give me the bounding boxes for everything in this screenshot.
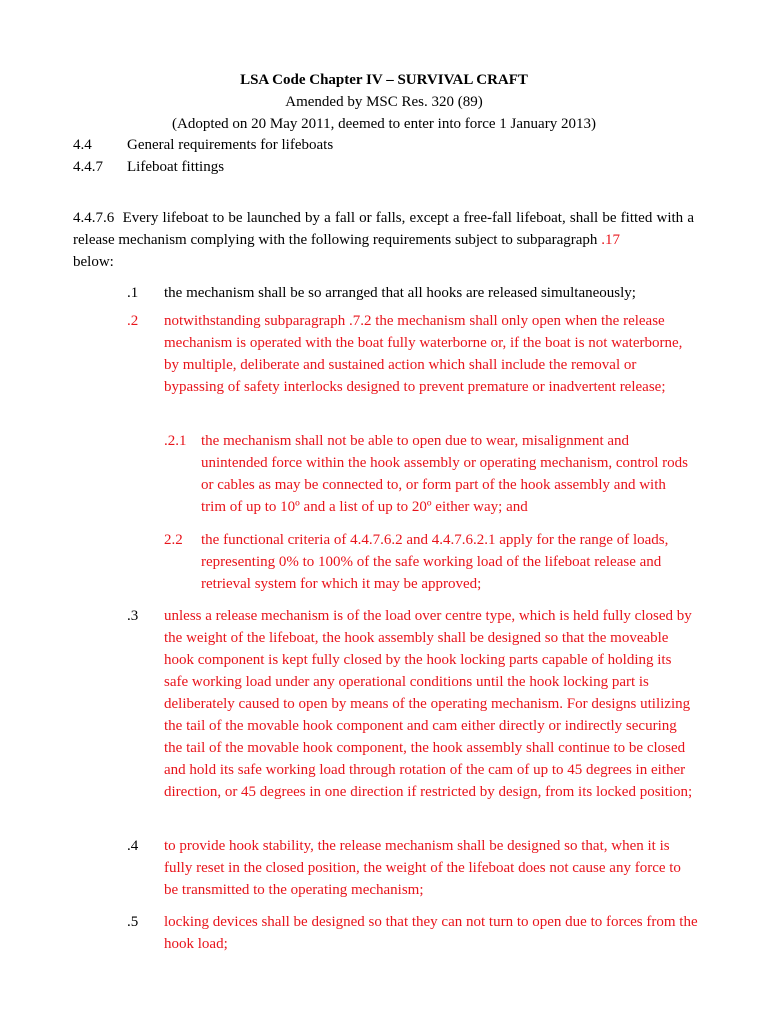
document-title: LSA Code Chapter IV – SURVIVAL CRAFT [240, 72, 528, 88]
item-text: to provide hook stability, the release mechanism shall be designed so that, when it is fully reset in the closed position, the weight of the lifeboat does not cause any force to be transmitted to the operating mechanism; [164, 838, 681, 898]
adoption-line: (Adopted on 20 May 2011, deemed to enter into force 1 January 2013) [172, 116, 596, 132]
item-number: .1 [127, 285, 139, 301]
item-text: unless a release mechanism is of the load over centre type, which is held fully closed by the weight of the lifeboat, the hook assembly shall be designed so that the moveable hook component is kept fully closed by the hook locking parts capable of holding its safe working load under any operational conditions until the hook locking part is deliberately caused to open by means of the operating mechanism. For designs utilizing the tail of the movable hook component and cam either directly or indirectly securing the tail of the movable hook component, the hook assembly shall continue to be closed and hold its safe working load through rotation of the cam of up to 45 degrees in either direction, or 45 degrees in one direction if restricted by design, from its locked position; [164, 608, 693, 800]
section-title: General requirements for lifeboats [127, 137, 334, 153]
section-number: 4.4 [73, 137, 92, 153]
section-title: Lifeboat fittings [127, 159, 225, 175]
item-number: .4 [127, 838, 139, 854]
paragraph-tail: below: [73, 254, 114, 270]
item-number: .2.1 [164, 433, 187, 449]
section-number: 4.4.7 [73, 159, 103, 175]
item-text: notwithstanding subparagraph .7.2 the mechanism shall only open when the release mechanism is operated with the boat fully waterborne or, if the boat is not waterborne, by multiple, deliberate and sustained action which shall include the removal or bypassing of safety interlocks designed to prevent premature or inadvertent release; [164, 313, 683, 395]
item-text: the mechanism shall be so arranged that all hooks are released simultaneously; [164, 285, 636, 301]
subparagraph-reference: .17 [601, 232, 620, 248]
item-text: locking devices shall be designed so that they can not turn to open due to forces from the hook load; [164, 914, 698, 952]
main-paragraph [73, 207, 694, 273]
paragraph-text: 4.4.7.6 Every lifeboat to be launched by a fall or falls, except a free-fall lifeboat, shall be fitted with a release mechanism complying with the following requirements subject to subparagraph [73, 210, 694, 248]
item-number: 2.2 [164, 532, 183, 548]
item-number: .5 [127, 914, 139, 930]
item-number: .2 [127, 313, 139, 329]
item-text: the mechanism shall not be able to open due to wear, misalignment and unintended force within the hook assembly or operating mechanism, control rods or cables as may be connected to, or form part of the hook assembly and with trim of up to 10º and a list of up to 20º either way; and [201, 433, 688, 515]
item-number: .3 [127, 608, 139, 624]
amendment-line: Amended by MSC Res. 320 (89) [285, 94, 483, 110]
item-text: the functional criteria of 4.4.7.6.2 and 4.4.7.6.2.1 apply for the range of loads, representing 0% to 100% of the safe working load of the lifeboat release and retrieval system for which it may be approved; [201, 532, 669, 592]
